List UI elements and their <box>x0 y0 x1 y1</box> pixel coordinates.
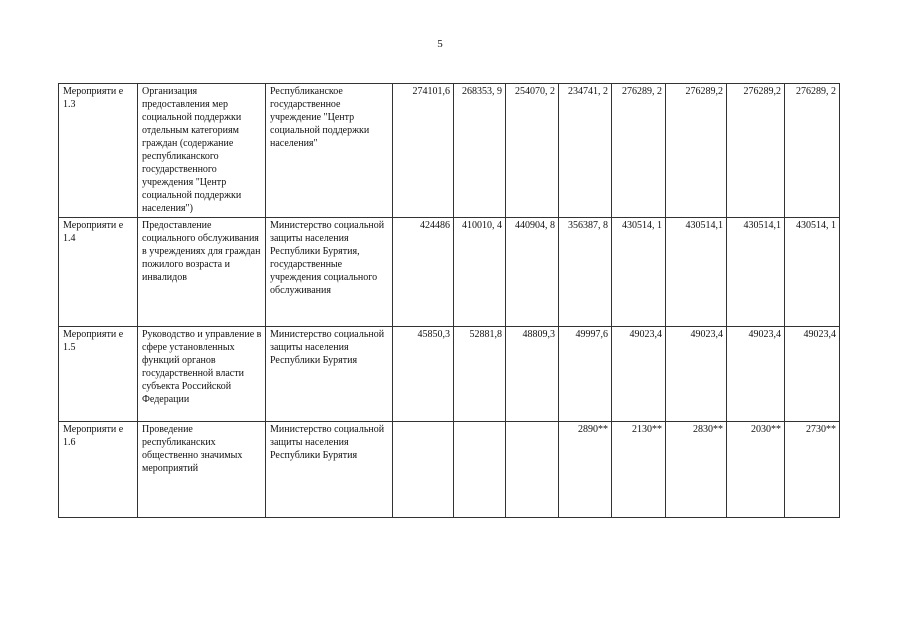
value-cell: 356387, 8 <box>559 218 612 327</box>
value-cell: 49023,4 <box>666 327 727 422</box>
value-cell <box>393 422 454 518</box>
activity-id-cell: Мероприяти е 1.5 <box>59 327 138 422</box>
table-row <box>59 327 840 422</box>
value-cell: 49023,4 <box>785 327 840 422</box>
value-cell: 48809,3 <box>506 327 559 422</box>
table-row <box>59 84 840 218</box>
value-cell: 2730** <box>785 422 840 518</box>
executor-cell: Министерство социальной защиты населения Республики Бурятия <box>266 327 393 422</box>
activity-name-cell: Организация предоставления мер социальной поддержки отдельным категориям граждан (содержание республиканского государственного учреждения "Центр социальной поддержки населения") <box>138 84 266 218</box>
activity-name-cell: Руководство и управление в сфере установленных функций органов государственной власти субъекта Российской Федерации <box>138 327 266 422</box>
activity-name-cell: Предоставление социального обслуживания в учреждениях для граждан пожилого возраста и инвалидов <box>138 218 266 327</box>
value-cell: 276289,2 <box>666 84 727 218</box>
page-number: 5 <box>437 38 443 50</box>
value-cell: 430514,1 <box>727 218 785 327</box>
executor-cell: Министерство социальной защиты населения Республики Бурятия <box>266 422 393 518</box>
value-cell <box>506 422 559 518</box>
value-cell: 49997,6 <box>559 327 612 422</box>
value-cell: 268353, 9 <box>454 84 506 218</box>
value-cell: 276289, 2 <box>612 84 666 218</box>
value-cell: 410010, 4 <box>454 218 506 327</box>
value-cell: 2890** <box>559 422 612 518</box>
value-cell: 424486 <box>393 218 454 327</box>
activity-name-cell: Проведение республиканских общественно значимых мероприятий <box>138 422 266 518</box>
value-cell: 430514, 1 <box>785 218 840 327</box>
value-cell: 430514, 1 <box>612 218 666 327</box>
value-cell: 52881,8 <box>454 327 506 422</box>
activity-id-cell: Мероприяти е 1.4 <box>59 218 138 327</box>
value-cell: 276289,2 <box>727 84 785 218</box>
activity-id-cell: Мероприяти е 1.6 <box>59 422 138 518</box>
value-cell: 2830** <box>666 422 727 518</box>
value-cell: 440904, 8 <box>506 218 559 327</box>
value-cell: 45850,3 <box>393 327 454 422</box>
executor-cell: Министерство социальной защиты населения Республики Бурятия, государственные учреждения социального обслуживания <box>266 218 393 327</box>
program-activities-table <box>58 83 840 518</box>
value-cell: 254070, 2 <box>506 84 559 218</box>
table-row <box>59 218 840 327</box>
value-cell: 274101,6 <box>393 84 454 218</box>
value-cell: 430514,1 <box>666 218 727 327</box>
value-cell: 276289, 2 <box>785 84 840 218</box>
value-cell: 234741, 2 <box>559 84 612 218</box>
executor-cell: Республиканское государственное учреждение "Центр социальной поддержки населения" <box>266 84 393 218</box>
table-row <box>59 422 840 518</box>
activity-id-cell: Мероприяти е 1.3 <box>59 84 138 218</box>
value-cell: 2130** <box>612 422 666 518</box>
value-cell: 2030** <box>727 422 785 518</box>
value-cell: 49023,4 <box>727 327 785 422</box>
value-cell: 49023,4 <box>612 327 666 422</box>
value-cell <box>454 422 506 518</box>
